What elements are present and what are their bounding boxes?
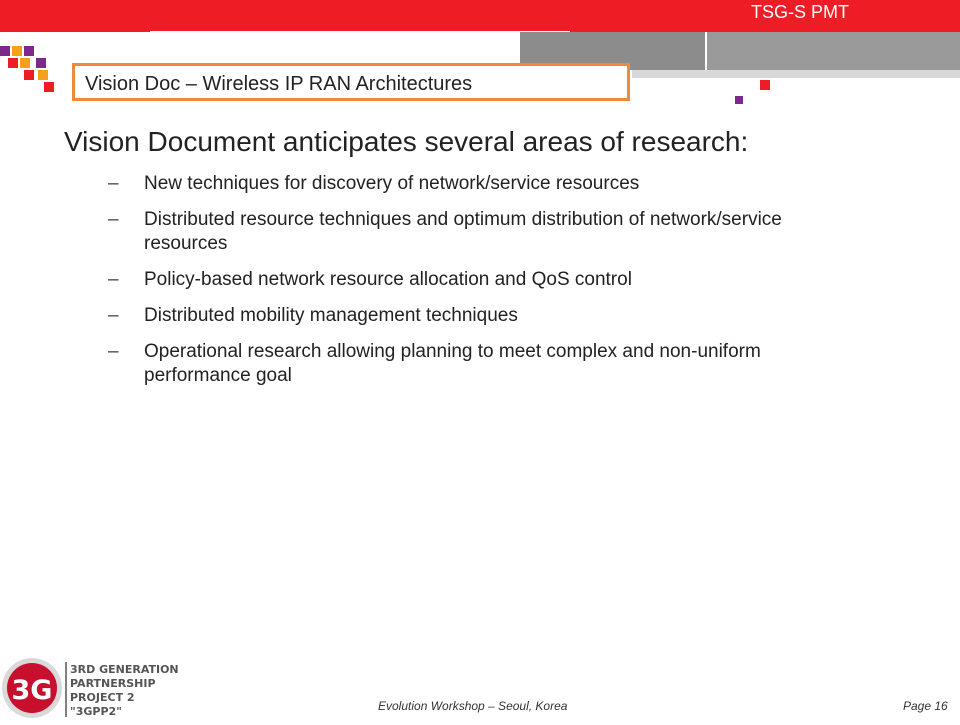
bullet-text: Policy-based network resource allocation and QoS control (144, 269, 632, 290)
bullet-text: Distributed resource techniques and optimum distribution of network/service resources (144, 209, 782, 254)
square-decoration (20, 58, 30, 68)
list-item (108, 172, 848, 196)
square-decoration (760, 80, 770, 90)
square-decoration (0, 46, 10, 56)
dash-bullet-icon: – (108, 341, 119, 362)
page-number: Page 16 (903, 699, 948, 713)
square-decoration (8, 58, 18, 68)
logo-line-3: PROJECT 2 (70, 691, 135, 704)
3gpp2-logo (0, 655, 210, 720)
logo-mark-text: 3G (11, 675, 53, 706)
content-heading: Vision Document anticipates several areas of research: (64, 126, 749, 157)
3gpp2-logo-graphic (0, 655, 210, 720)
square-decoration (38, 70, 48, 80)
header-gray-block-right (705, 32, 960, 70)
footer-event: Evolution Workshop – Seoul, Korea (378, 699, 568, 713)
logo-line-1: 3RD GENERATION (70, 663, 179, 676)
square-decoration (24, 70, 34, 80)
dash-bullet-icon: – (108, 305, 119, 326)
square-decoration (12, 46, 22, 56)
bullet-text: New techniques for discovery of network/service resources (144, 173, 640, 194)
square-decoration (44, 82, 54, 92)
bullet-list (108, 172, 848, 400)
bullet-text: Distributed mobility management techniques (144, 305, 518, 326)
square-decoration (735, 96, 743, 104)
slide-title: Vision Doc – Wireless IP RAN Architectures (85, 73, 473, 95)
square-decoration (24, 46, 34, 56)
list-item (108, 208, 848, 256)
list-item (108, 340, 848, 388)
header-divider (150, 31, 570, 35)
slide-title-box (72, 63, 630, 101)
dash-bullet-icon: – (108, 269, 119, 290)
bullet-text: Operational research allowing planning to meet complex and non-uniform performance goal (144, 341, 761, 386)
list-item (108, 304, 848, 328)
square-decoration (36, 58, 46, 68)
dash-bullet-icon: – (108, 173, 119, 194)
tsg-label: TSG-S PMT (751, 2, 849, 22)
logo-line-4: "3GPP2" (70, 705, 122, 718)
header-light-strip (632, 70, 960, 78)
logo-line-2: PARTNERSHIP (70, 677, 156, 690)
dash-bullet-icon: – (108, 209, 119, 230)
list-item (108, 268, 848, 292)
